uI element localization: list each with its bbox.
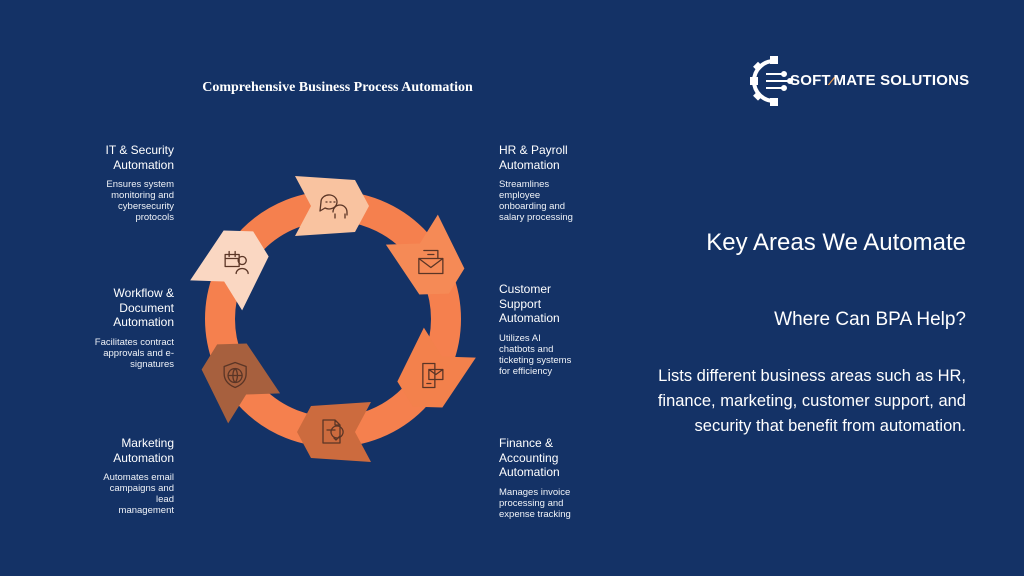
segment-heading: Workflow & Document Automation [113, 286, 174, 329]
segment-description: Automates email campaigns and lead management [103, 472, 174, 516]
segment-heading: IT & Security Automation [105, 143, 174, 172]
section-heading: Key Areas We Automate [706, 229, 966, 256]
segment-label-finance [499, 436, 571, 520]
segment-description: Streamlines employee onboarding and salary processing [499, 179, 573, 223]
segment-heading: HR & Payroll Automation [499, 143, 568, 172]
segment-description: Ensures system monitoring and cybersecurity protocols [106, 179, 174, 223]
segment-description: Utilizes AI chatbots and ticketing systems for efficiency [499, 332, 572, 377]
segment-label-workflow [95, 286, 174, 370]
segment-description: Manages invoice processing and expense tracking [499, 486, 571, 520]
segment-heading: Finance & Accounting Automation [499, 436, 560, 479]
diagram-title: Comprehensive Business Process Automation [202, 80, 473, 95]
segment-label-customer-support [499, 282, 571, 377]
segment-heading: Marketing Automation [113, 436, 174, 465]
brand-logo-text: SOFT⁄MATE SOLUTIONS [790, 72, 970, 89]
brand-mark-icon: ⁄ [830, 72, 834, 89]
segment-heading: Customer Support Automation [499, 282, 560, 325]
section-body: Lists different business areas such as HR, finance, marketing, customer support, and security that benefit from automation. [657, 367, 966, 435]
segment-label-marketing [103, 436, 174, 516]
section-subheading: Where Can BPA Help? [774, 309, 966, 330]
segment-label-it-security [106, 143, 174, 223]
segment-description: Facilitates contract approvals and e- signatures [94, 336, 174, 370]
segment-label-hr-payroll [499, 143, 573, 223]
